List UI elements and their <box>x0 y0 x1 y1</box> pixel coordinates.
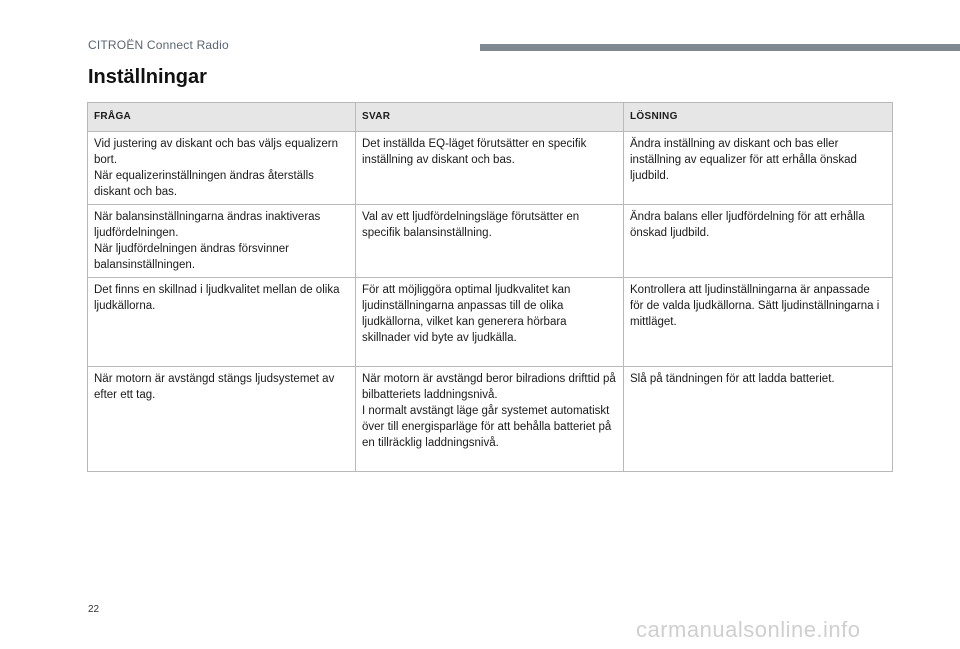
table-row <box>88 132 893 205</box>
faq-table <box>87 102 893 472</box>
answer-cell <box>356 278 624 367</box>
answer-text: För att möjliggöra optimal ljudkvalitet kan ljudinställningarna anpassas till de olika ljudkällorna, vilket kan generera hörbara skillnader vid byte av ljudkälla. <box>362 284 571 344</box>
answer-cell <box>356 367 624 472</box>
solution-text: Kontrollera att ljudinställningarna är anpassade för de valda ljudkällorna. Sätt ljudinställningarna i mittläget. <box>630 284 880 328</box>
table-row <box>88 367 893 472</box>
answer-text: När motorn är avstängd beror bilradions drifttid på bilbatteriets laddningsnivå. I normalt avstängt läge går systemet automatiskt över till energisparläge för att behålla batteriet på en tillräcklig laddningsnivå. <box>362 373 616 449</box>
column-header-answer: SVAR <box>356 103 624 132</box>
question-text: Det finns en skillnad i ljudkvalitet mellan de olika ljudkällorna. <box>94 284 340 312</box>
page-number: 22 <box>88 604 100 615</box>
question-cell <box>88 367 356 472</box>
table-row <box>88 205 893 278</box>
question-text: När balansinställningarna ändras inaktiveras ljudfördelningen. När ljudfördelningen ändras försvinner balansinställningen. <box>94 211 321 271</box>
watermark: carmanualsonline.info <box>636 617 861 642</box>
answer-cell <box>356 132 624 205</box>
solution-cell <box>624 205 893 278</box>
answer-text: Val av ett ljudfördelningsläge förutsätter en specifik balansinställning. <box>362 211 580 239</box>
column-header-question: FRÅGA <box>88 103 356 132</box>
question-cell <box>88 278 356 367</box>
question-cell <box>88 205 356 278</box>
solution-text: Slå på tändningen för att ladda batteriet. <box>630 373 835 385</box>
answer-text: Det inställda EQ-läget förutsätter en specifik inställning av diskant och bas. <box>362 138 587 166</box>
solution-text: Ändra balans eller ljudfördelning för att erhålla önskad ljudbild. <box>630 211 865 239</box>
question-text: Vid justering av diskant och bas väljs equalizern bort. När equalizerinställningen ändras återställs diskant och bas. <box>94 138 338 198</box>
solution-cell <box>624 132 893 205</box>
question-cell <box>88 132 356 205</box>
column-header-solution: LÖSNING <box>624 103 893 132</box>
header-brand: CITROËN Connect Radio <box>88 38 229 52</box>
solution-cell <box>624 367 893 472</box>
solution-text: Ändra inställning av diskant och bas eller inställning av equalizer för att erhålla önskad ljudbild. <box>630 138 857 182</box>
table-header-row <box>88 103 893 132</box>
page-title: Inställningar <box>88 66 207 88</box>
question-text: När motorn är avstängd stängs ljudsystemet av efter ett tag. <box>94 373 335 401</box>
answer-cell <box>356 205 624 278</box>
header-accent-bar <box>480 44 960 51</box>
solution-cell <box>624 278 893 367</box>
table-row <box>88 278 893 367</box>
